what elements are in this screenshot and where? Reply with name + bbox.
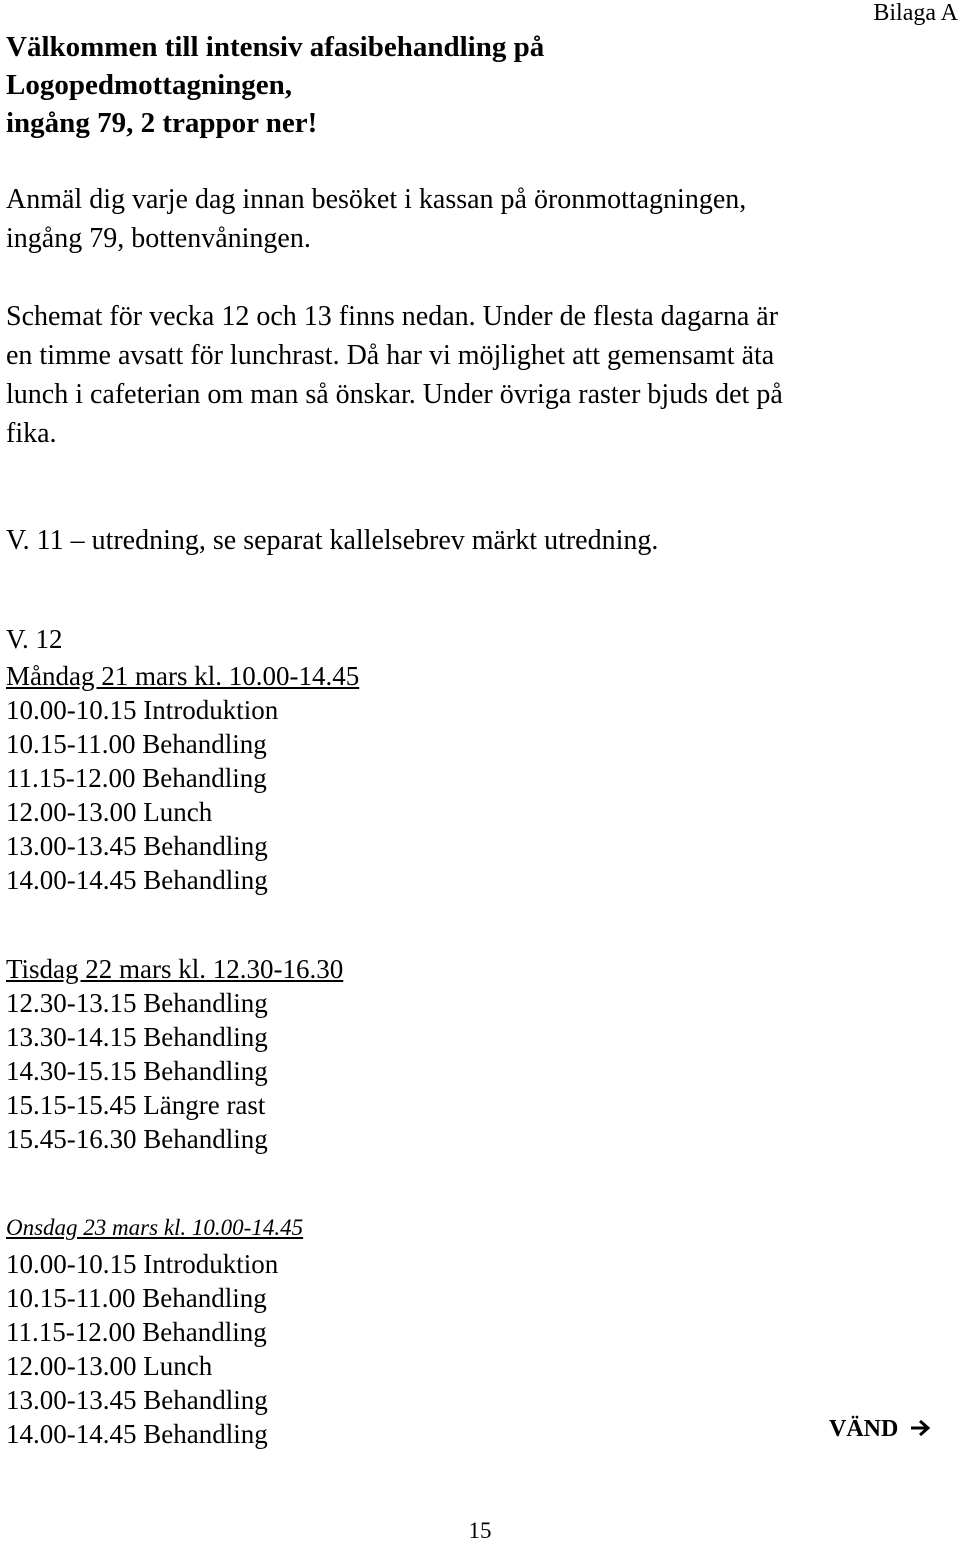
schedule-item: 13.00-13.45 Behandling: [6, 1385, 268, 1415]
paragraph-line: Schemat för vecka 12 och 13 finns nedan. Under de flesta dagarna är: [6, 301, 779, 332]
schedule-item: 14.30-15.15 Behandling: [6, 1056, 268, 1086]
paragraph-line: en timme avsatt för lunchrast. Då har vi möjlighet att gemensamt äta: [6, 340, 775, 371]
week-11-note: [6, 521, 956, 560]
week-12-label: V. 12: [6, 624, 63, 654]
schedule-item: 10.00-10.15 Introduktion: [6, 1249, 279, 1279]
appendix-label: Bilaga A: [873, 0, 958, 26]
schedule-item: 12.30-13.15 Behandling: [6, 988, 268, 1018]
schedule-item: 13.30-14.15 Behandling: [6, 1022, 268, 1052]
heading-line: ingång 79, 2 trappor ner!: [6, 107, 318, 139]
schedule-item: 15.45-16.30 Behandling: [6, 1124, 268, 1154]
right-arrow-icon: [910, 1415, 932, 1445]
paragraph-line: ingång 79, bottenvåningen.: [6, 223, 311, 254]
turn-page-label: VÄND: [829, 1416, 899, 1442]
turn-page-note: [829, 1414, 932, 1445]
heading-line: Välkommen till intensiv afasibehandling på: [6, 31, 545, 63]
paragraph-line: fika.: [6, 418, 57, 449]
page-number: 15: [468, 1518, 492, 1543]
schedule-item: 12.00-13.00 Lunch: [6, 1351, 213, 1381]
welcome-heading: [6, 28, 544, 142]
schedule-item: 11.15-12.00 Behandling: [6, 1317, 267, 1347]
schedule-item: 10.00-10.15 Introduktion: [6, 695, 279, 725]
schedule-item: 15.15-15.45 Längre rast: [6, 1090, 266, 1120]
week-11-text: V. 11 – utredning, se separat kallelsebrev märkt utredning.: [6, 525, 659, 556]
schedule-item: 11.15-12.00 Behandling: [6, 763, 267, 793]
tuesday-heading: Tisdag 22 mars kl. 12.30-16.30: [6, 954, 344, 984]
paragraph-line: lunch i cafeterian om man så önskar. Under övriga raster bjuds det på: [6, 379, 783, 410]
schedule-item: 14.00-14.45 Behandling: [6, 865, 268, 895]
paragraph-line: Anmäl dig varje dag innan besöket i kassan på öronmottagningen,: [6, 184, 747, 215]
monday-heading: Måndag 21 mars kl. 10.00-14.45: [6, 661, 360, 691]
week-12-monday-schedule: [6, 619, 359, 897]
schedule-item: 12.00-13.00 Lunch: [6, 797, 213, 827]
registration-paragraph: [6, 180, 956, 258]
wednesday-heading: Onsdag 23 mars kl. 10.00-14.45: [6, 1215, 304, 1240]
schedule-item: 10.15-11.00 Behandling: [6, 729, 267, 759]
schedule-item: 13.00-13.45 Behandling: [6, 831, 268, 861]
wednesday-schedule: [6, 1213, 303, 1451]
heading-line: Logopedmottagningen,: [6, 69, 293, 101]
schedule-item: 10.15-11.00 Behandling: [6, 1283, 267, 1313]
schedule-item: 14.00-14.45 Behandling: [6, 1419, 268, 1449]
schedule-info-paragraph: [6, 297, 956, 453]
tuesday-schedule: [6, 952, 343, 1156]
